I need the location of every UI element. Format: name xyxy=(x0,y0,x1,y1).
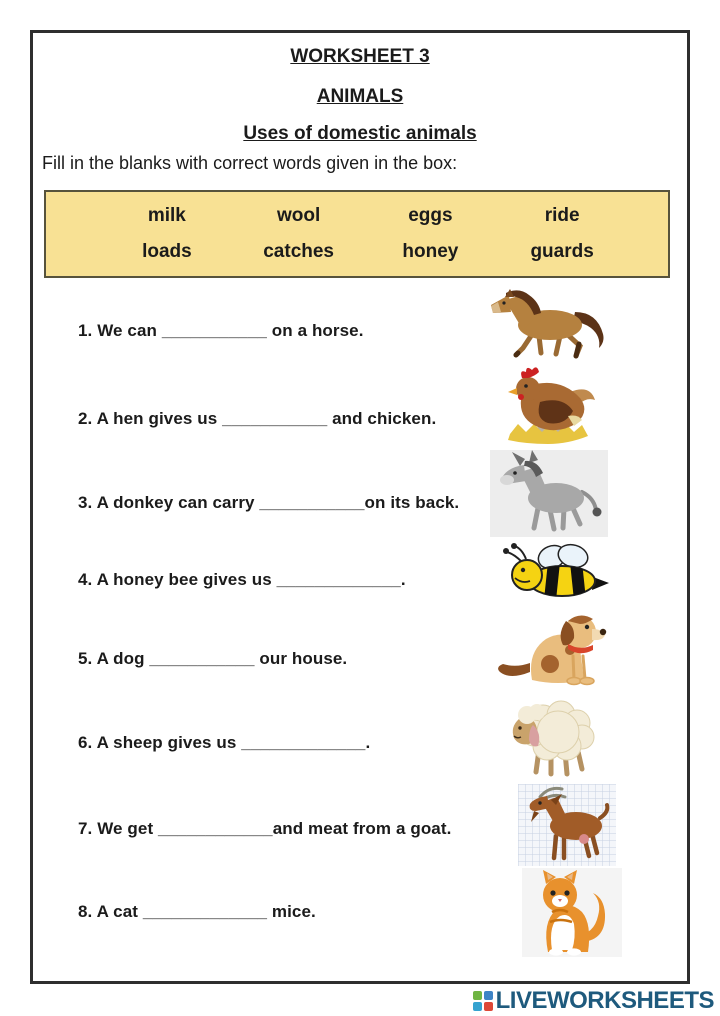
sentence-post: on a horse. xyxy=(266,321,364,340)
sentence-text xyxy=(78,819,451,839)
blank-input[interactable]: _____________ xyxy=(276,570,401,589)
sentence-text xyxy=(78,902,316,922)
sentence-pre: 8. A cat xyxy=(78,902,143,921)
blank-input[interactable]: ____________ xyxy=(158,819,273,838)
blank-input[interactable]: _____________ xyxy=(241,733,366,752)
brand-text: LIVEWORKSHEETS xyxy=(495,987,714,1014)
sentence-post: our house. xyxy=(254,649,348,668)
subject-title xyxy=(30,86,690,108)
sentence-pre: 2. A hen gives us xyxy=(78,409,223,428)
hen-image xyxy=(498,364,600,446)
instruction-text: Fill in the blanks with correct words given in the box: xyxy=(42,153,458,173)
sentence-pre: 6. A sheep gives us xyxy=(78,733,242,752)
sentence-pre: 3. A donkey can carry xyxy=(78,493,260,512)
logo-square-blue xyxy=(484,991,493,1000)
blank-input[interactable]: _____________ xyxy=(142,902,268,921)
word-bank-item: catches xyxy=(263,240,335,262)
sentence-text xyxy=(78,649,347,669)
sentence-post: . xyxy=(365,733,371,752)
word-bank-item: ride xyxy=(544,205,580,227)
subject-title-text: ANIMALS xyxy=(316,86,404,107)
word-bank xyxy=(44,190,670,278)
word-bank-item: wool xyxy=(276,205,321,227)
word-bank-item: honey xyxy=(402,240,459,262)
sheep-image xyxy=(503,690,601,777)
sentence-pre: 5. A dog xyxy=(78,649,150,668)
topic-title-text: Uses of domestic animals xyxy=(243,123,477,144)
sentence-text xyxy=(78,493,459,513)
horse-image xyxy=(487,286,612,362)
sentence-pre: 7. We get xyxy=(78,819,159,838)
cat-image xyxy=(522,868,622,957)
liveworksheets-logo[interactable] xyxy=(473,987,714,1015)
bee-image xyxy=(500,543,612,602)
sentence-post: and meat from a goat. xyxy=(272,819,452,838)
sentence-text xyxy=(78,570,406,590)
worksheet-title xyxy=(30,46,690,68)
sentence-post: mice. xyxy=(267,902,316,921)
sentence-post: and chicken. xyxy=(327,409,437,428)
logo-square-green xyxy=(473,991,482,1000)
dog-image xyxy=(494,608,612,688)
sentence-pre: 4. A honey bee gives us xyxy=(78,570,277,589)
goat-image xyxy=(518,784,616,866)
sentence-text xyxy=(78,733,370,753)
blank-input[interactable]: ___________ xyxy=(161,321,267,340)
sentence-text xyxy=(78,321,364,341)
topic-title xyxy=(30,123,690,145)
sentence-pre: 1. We can xyxy=(78,321,162,340)
word-bank-item: milk xyxy=(147,205,186,227)
sentence-text xyxy=(78,409,436,429)
blank-input[interactable]: ___________ xyxy=(149,649,255,668)
sentence-post: . xyxy=(400,570,406,589)
word-bank-item: guards xyxy=(530,240,594,262)
blank-input[interactable]: ___________ xyxy=(222,409,328,428)
logo-square-red xyxy=(484,1002,493,1011)
word-bank-item: loads xyxy=(142,240,192,262)
sentence-post: on its back. xyxy=(364,493,460,512)
logo-square-lightblue xyxy=(473,1002,482,1011)
donkey-image xyxy=(490,450,608,537)
worksheet-title-text: WORKSHEET 3 xyxy=(290,46,430,67)
blank-input[interactable]: ___________ xyxy=(259,493,365,512)
logo-grid-icon xyxy=(473,991,493,1011)
word-bank-item: eggs xyxy=(408,205,453,227)
